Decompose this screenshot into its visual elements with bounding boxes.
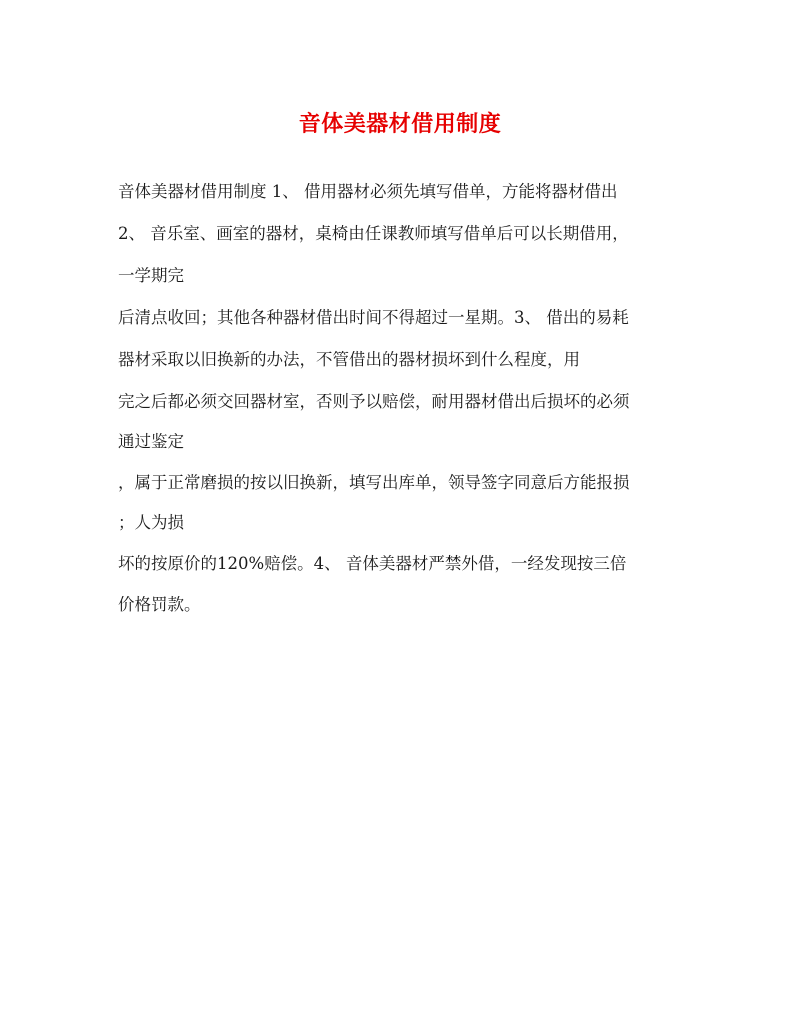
body-line: 音体美器材借用制度 1、 借用器材必须先填写借单，方能将器材借出 — [118, 182, 618, 201]
body-line: 通过鉴定 — [118, 432, 184, 451]
body-line: 完之后都必须交回器材室，否则予以赔偿，耐用器材借出后损坏的必须 — [118, 392, 630, 411]
body-line: 2、 音乐室、画室的器材，桌椅由任课教师填写借单后可以长期借用， — [118, 224, 629, 243]
document-title: 音体美器材借用制度 — [298, 111, 502, 137]
body-line: ；人为损 — [118, 513, 184, 532]
body-line: 器材采取以旧换新的办法，不管借出的器材损坏到什么程度，用 — [118, 350, 580, 369]
body-line: 一学期完 — [118, 266, 184, 285]
body-line: 价格罚款。 — [118, 595, 201, 614]
body-line: 坏的按原价的120%赔偿。4、 音体美器材严禁外借，一经发现按三倍 — [118, 554, 627, 573]
body-line: 后清点收回；其他各种器材借出时间不得超过一星期。3、 借出的易耗 — [118, 308, 629, 327]
body-line: ，属于正常磨损的按以旧换新，填写出库单，领导签字同意后方能报损 — [118, 473, 630, 492]
